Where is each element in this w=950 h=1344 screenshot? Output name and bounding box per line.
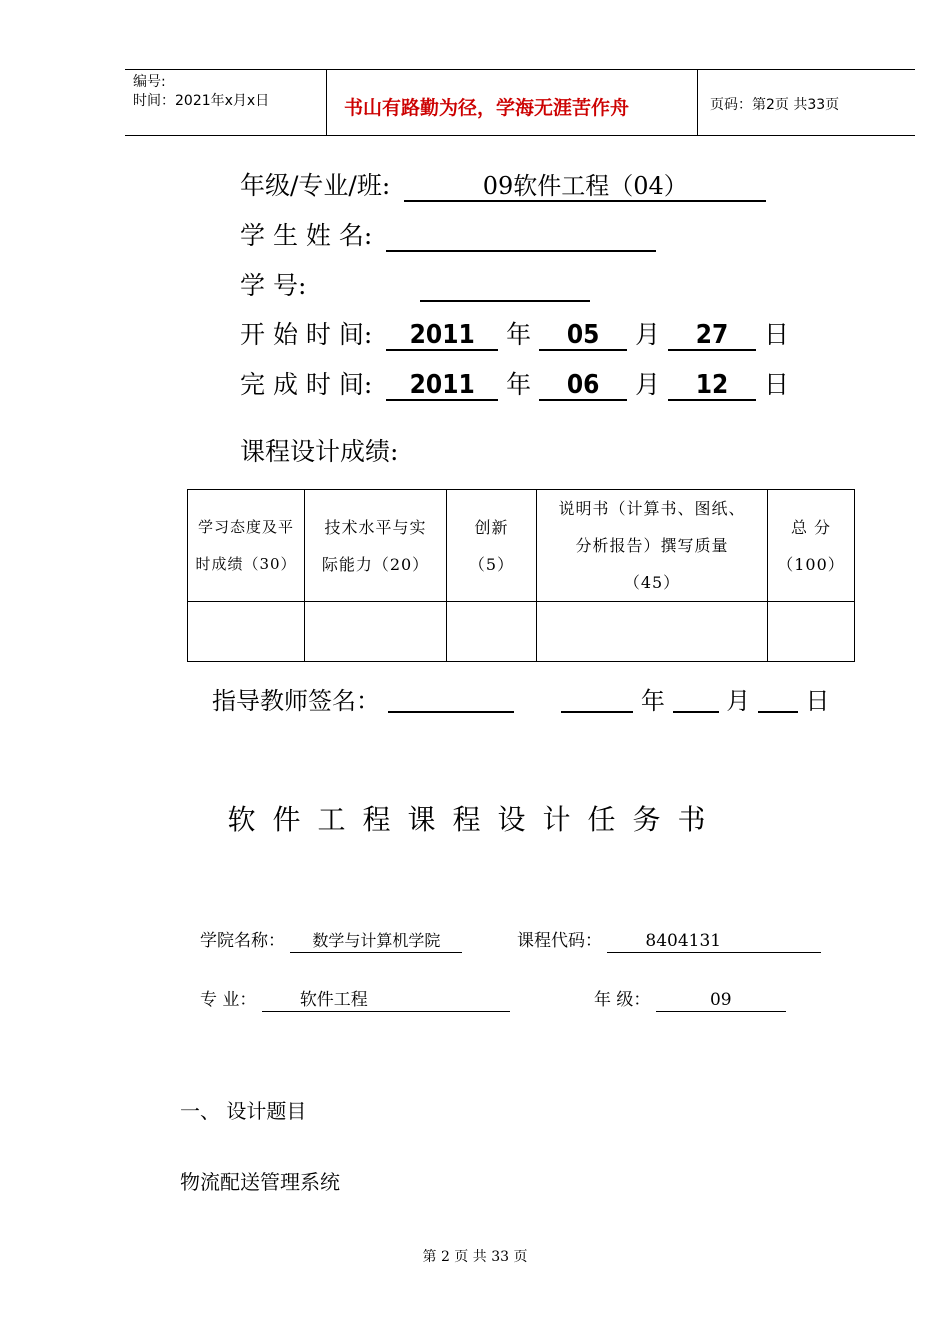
grade-cell-innovation <box>447 602 537 662</box>
end-year: 2011 <box>386 365 498 401</box>
end-year-char: 年 <box>506 370 532 399</box>
year-grade-label: 年 级： <box>594 990 651 1010</box>
signature-month-char: 月 <box>726 687 751 715</box>
header-page-label: 页码：第2页 共33页 <box>710 97 840 113</box>
header-number-label: 编号: <box>133 74 166 90</box>
class-label: 年级/专业/班: <box>240 171 391 200</box>
header-divider-right <box>697 69 698 136</box>
signature-day-line <box>758 681 798 713</box>
grade-header-total: 总 分 （100） <box>768 490 855 602</box>
signature-year-line <box>561 681 633 713</box>
name-row <box>240 216 656 256</box>
end-row <box>240 365 789 405</box>
signature-month-line <box>673 681 719 713</box>
name-label: 学 生 姓 名: <box>240 221 373 250</box>
header-divider-left <box>326 69 327 136</box>
signature-label: 指导教师签名： <box>212 687 380 715</box>
year-grade-value: 09 <box>656 989 786 1012</box>
start-month: 05 <box>539 315 627 351</box>
grade-table <box>187 489 855 662</box>
grade-header-innovation: 创新 （5） <box>447 490 537 602</box>
start-year: 2011 <box>386 315 498 351</box>
signature-day-char: 日 <box>805 687 830 715</box>
signature-row <box>212 681 829 721</box>
grade-cell-total <box>768 602 855 662</box>
signature-year-char: 年 <box>640 687 665 715</box>
college-row <box>200 926 462 953</box>
start-month-char: 月 <box>635 320 661 349</box>
college-value: 数学与计算机学院 <box>290 930 462 953</box>
major-row <box>200 985 510 1012</box>
id-label: 学 号: <box>240 271 307 300</box>
start-day: 27 <box>668 315 756 351</box>
end-day-char: 日 <box>764 370 790 399</box>
grade-header-skill: 技术水平与实 际能力（20） <box>305 490 447 602</box>
course-code-value: 8404131 <box>607 930 821 953</box>
name-value <box>386 216 656 252</box>
grade-value-row <box>188 602 855 662</box>
major-label: 专 业： <box>200 990 257 1010</box>
grade-header-attitude: 学习态度及平 时成绩（30） <box>188 490 305 602</box>
section1-heading: 一、 设计题目 <box>180 1099 307 1123</box>
end-label: 完 成 时 间: <box>240 370 373 399</box>
grade-cell-skill <box>305 602 447 662</box>
course-code-row <box>517 926 821 953</box>
grade-header-report: 说明书（计算书、图纸、 分析报告）撰写质量 （45） <box>537 490 768 602</box>
header-time-label: 时间：2021年x月x日 <box>133 93 270 109</box>
header-top-rule <box>125 69 915 70</box>
header-motto: 书山有路勤为径，学海无涯苦作舟 <box>344 97 630 119</box>
page-footer: 第 2 页 共 33 页 <box>422 1249 528 1265</box>
end-month-char: 月 <box>635 370 661 399</box>
class-value: 09软件工程（04） <box>404 166 766 202</box>
grade-label: 课程设计成绩: <box>240 437 399 466</box>
grade-header-row <box>188 490 855 602</box>
year-grade-row <box>594 985 786 1012</box>
start-year-char: 年 <box>506 320 532 349</box>
section1-content: 物流配送管理系统 <box>180 1170 340 1194</box>
header-bottom-rule <box>125 135 915 136</box>
id-row <box>240 266 590 306</box>
end-month: 06 <box>539 365 627 401</box>
end-day: 12 <box>668 365 756 401</box>
document-title: 软件工程课程设计任务书 <box>227 803 723 836</box>
start-row <box>240 315 789 355</box>
major-value: 软件工程 <box>262 989 510 1012</box>
start-day-char: 日 <box>764 320 790 349</box>
course-code-label: 课程代码： <box>517 931 602 951</box>
id-value <box>420 266 590 302</box>
college-label: 学院名称： <box>200 931 285 951</box>
grade-cell-attitude <box>188 602 305 662</box>
start-label: 开 始 时 间: <box>240 320 373 349</box>
grade-cell-report <box>537 602 768 662</box>
signature-name-line <box>388 681 514 713</box>
class-row <box>240 166 766 206</box>
